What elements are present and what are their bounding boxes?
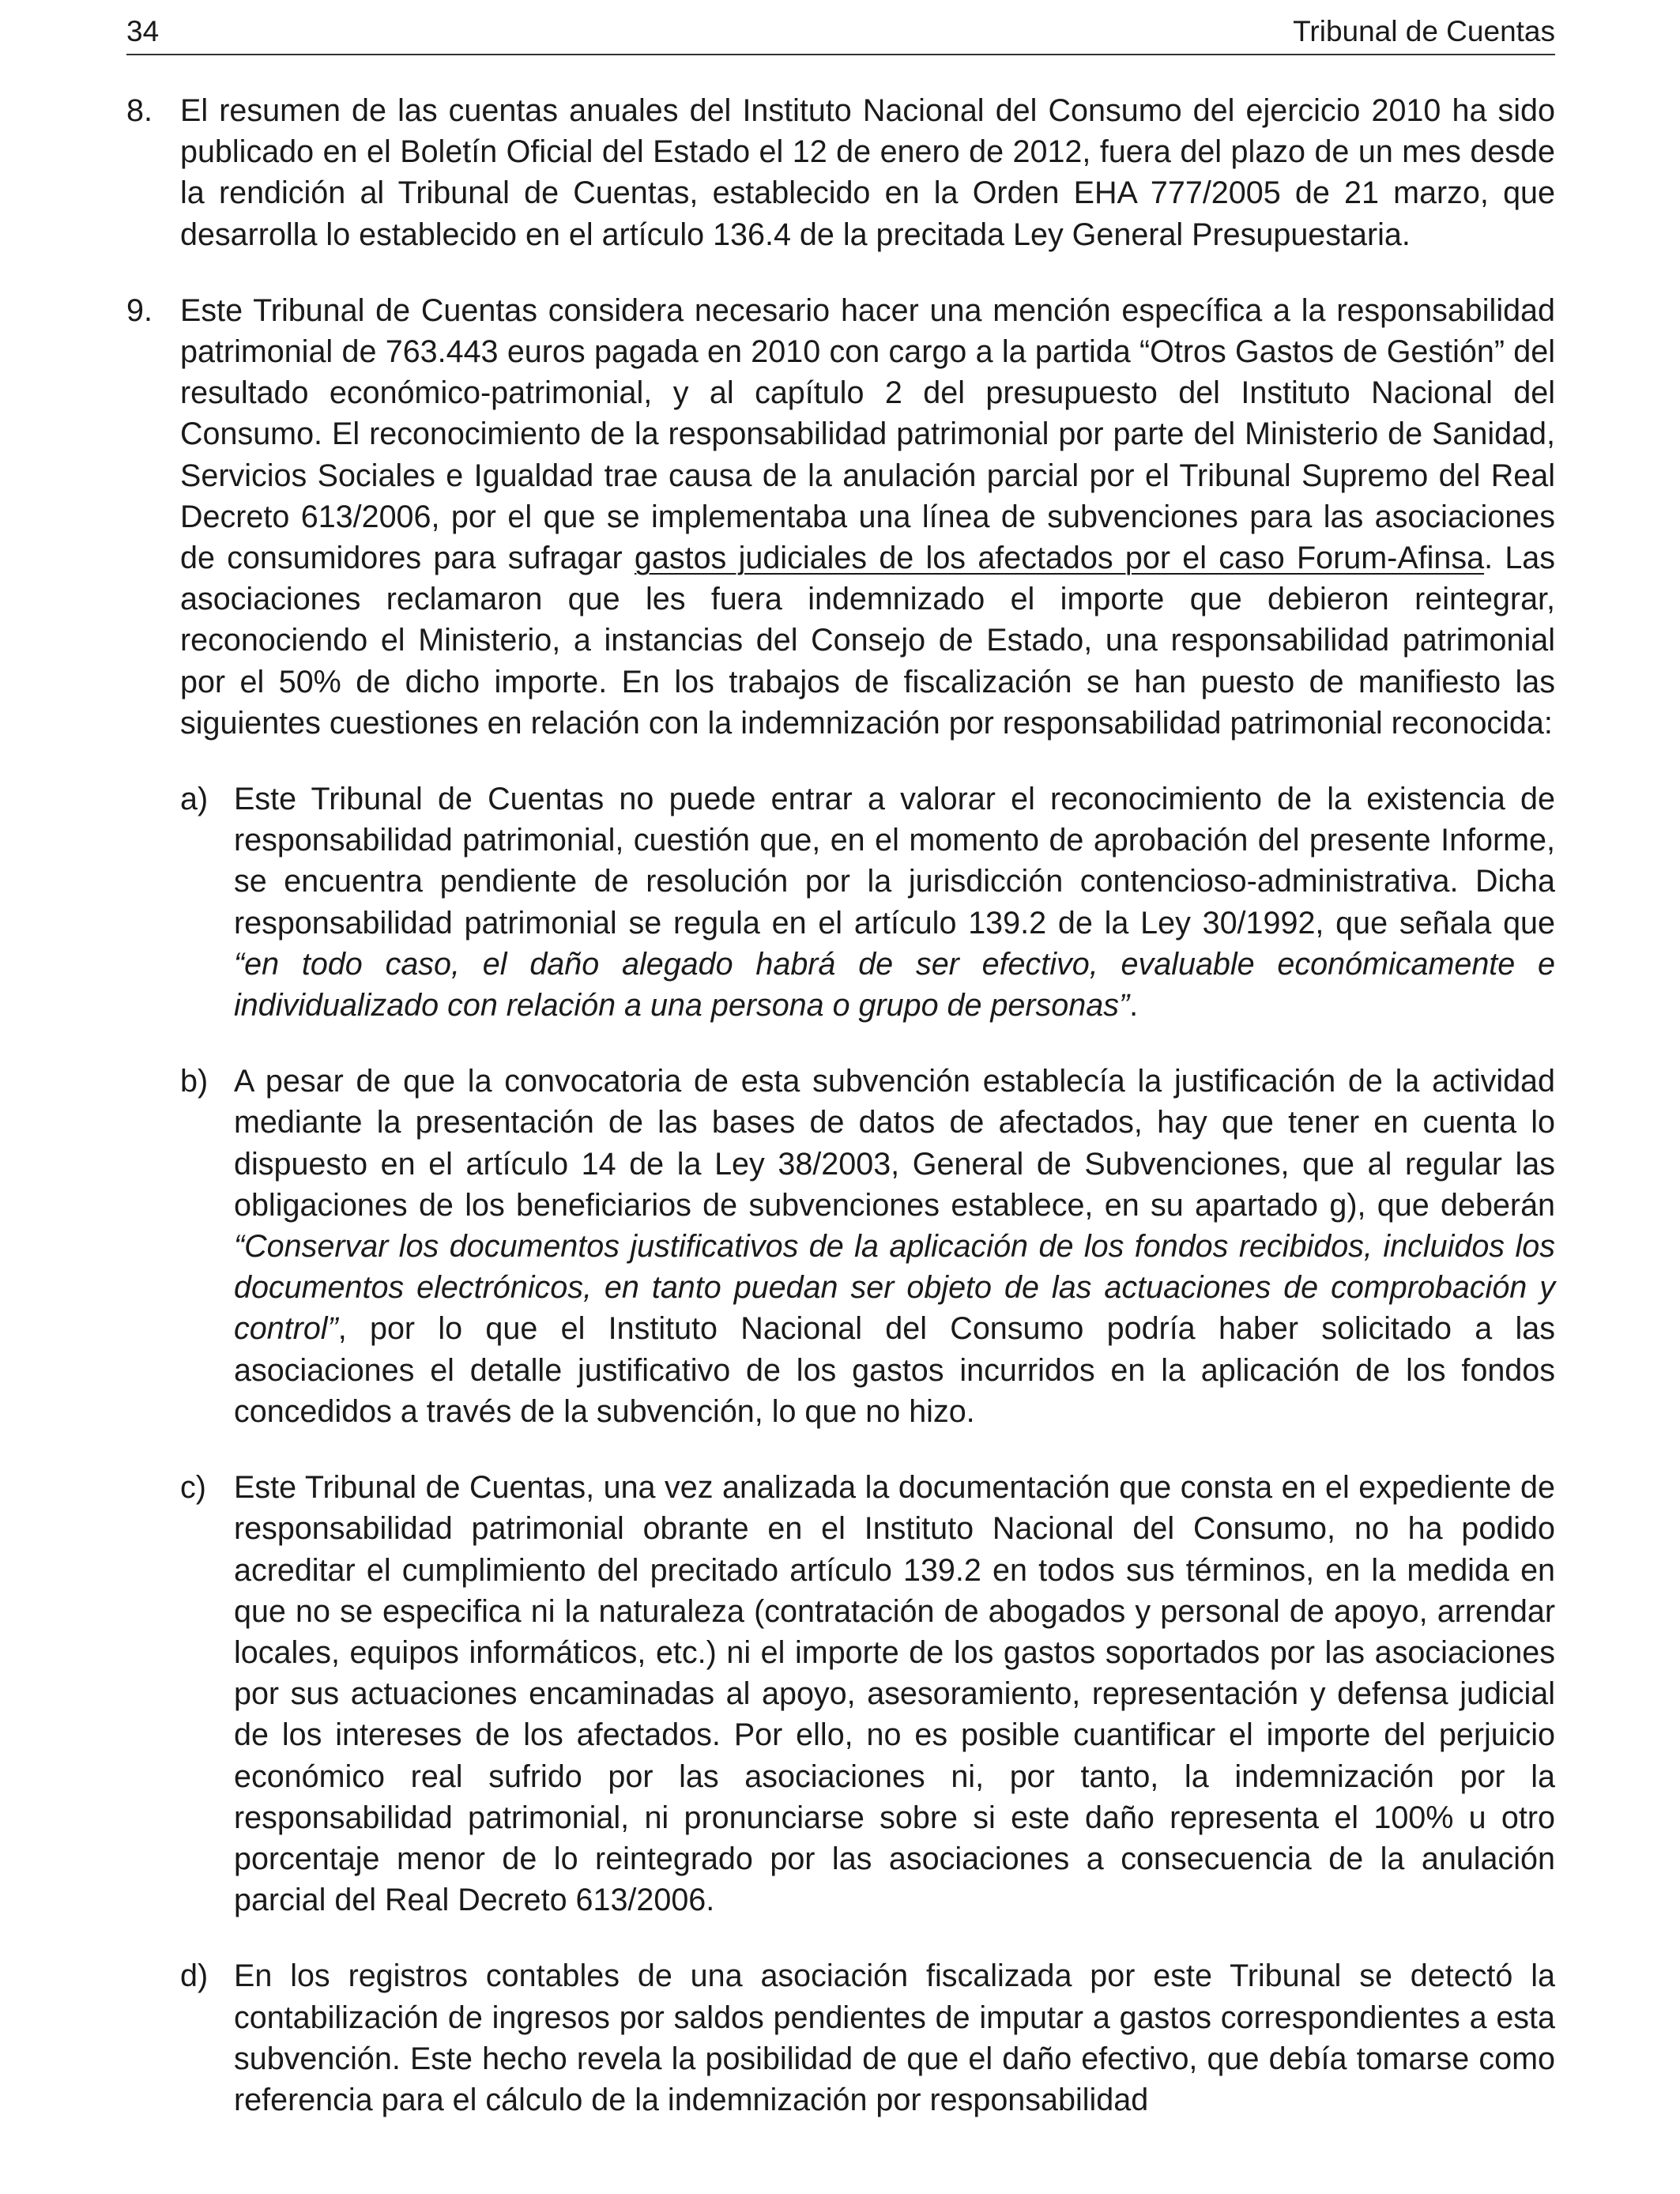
item-marker: 9. <box>126 292 153 328</box>
page-header <box>126 9 1555 55</box>
page-number: 34 <box>126 15 160 47</box>
sub-item-b <box>180 1061 1555 1432</box>
item-text-part: Este Tribunal de Cuentas considera necesario hacer una mención específica a la responsabilidad patrimonial de 763.443 euros pagada en 2010 con cargo a la partida “Otros Gastos de Gestión” del resultado económico-patrimonial, y al capítulo 2 del presupuesto del Instituto Nacional del Consumo. El reconocimiento de la responsabilidad patrimonial por parte del Ministerio de Sanidad, Servicios Sociales e Igualdad trae causa de la anulación parcial por el Tribunal Supremo del Real Decreto 613/2006, por el que se implementaba una línea de subvenciones para las asociaciones de consumidores para sufragar <box>180 292 1555 576</box>
list-item-9 <box>126 290 1555 744</box>
sub-item-text <box>234 778 1555 1026</box>
sub-item-marker: a) <box>180 782 209 817</box>
item-text: El resumen de las cuentas anuales del Instituto Nacional del Consumo del ejercicio 2010 ha sido publicado en el Boletín Oficial del Estado el 12 de enero de 2012, fuera del plazo de un mes desde la rendición al Tribunal de Cuentas, establecido en la Orden EHA 777/2005 de 21 marzo, que desarrolla lo establecido en el artículo 136.4 de la precitada Ley General Presupuestaria. <box>180 93 1555 252</box>
document-body <box>126 90 1555 2155</box>
sub-item-text <box>234 1061 1555 1432</box>
italic-quote: “Conservar los documentos justificativos de la aplicación de los fondos recibidos, incluidos los documentos electrónicos, en tanto puedan ser objeto de las actuaciones de comprobación y control” <box>234 1229 1555 1347</box>
underlined-phrase: gastos judiciales de los afectados por el caso Forum-Afinsa <box>634 541 1485 576</box>
sub-item-text-part: , por lo que el Instituto Nacional del Consumo podría haber solicitado a las asociaciones el detalle justificativo de los gastos incurridos en la aplicación de los fondos concedidos a través de la subvención, lo que no hizo. <box>234 1311 1555 1429</box>
sub-item-text: Este Tribunal de Cuentas, una vez analizada la documentación que consta en el expediente de responsabilidad patrimonial obrante en el Instituto Nacional del Consumo, no ha podido acreditar el cumplimiento del precitado artículo 139.2 en todos sus términos, en la medida en que no se especifica ni la naturaleza (contratación de abogados y personal de apoyo, arrendar locales, equipos informáticos, etc.) ni el importe de los gastos soportados por las asociaciones por sus actuaciones encaminadas al apoyo, asesoramiento, representación y defensa judicial de los intereses de los afectados. Por ello, no es posible cuantificar el importe del perjuicio económico real sufrido por las asociaciones ni, por tanto, la indemnización por la responsabilidad patrimonial, ni pronunciarse sobre si este daño representa el 100% u otro porcentaje menor de lo reintegrado por las asociaciones a consecuencia de la anulación parcial del Real Decreto 613/2006. <box>234 1470 1555 1918</box>
sub-item-a <box>180 778 1555 1026</box>
running-title: Tribunal de Cuentas <box>1293 15 1555 47</box>
sub-item-d <box>180 1955 1555 2120</box>
sub-item-marker: b) <box>180 1064 209 1099</box>
sub-item-text-part: A pesar de que la convocatoria de esta subvención establecía la justificación de la actividad mediante la presentación de las bases de datos de afectados, hay que tener en cuenta lo dispuesto en el artículo 14 de la Ley 38/2003, General de Subvenciones, que al regular las obligaciones de los beneficiarios de subvenciones establece, en su apartado g), que deberán <box>234 1064 1555 1223</box>
item-text-part: . Las asociaciones reclamaron que les fuera indemnizado el importe que debieron reintegrar, reconociendo el Ministerio, a instancias del Consejo de Estado, una responsabilidad patrimonial por el 50% de dicho importe. En los trabajos de fiscalización se han puesto de manifiesto las siguientes cuestiones en relación con la indemnización por responsabilidad patrimonial reconocida: <box>180 541 1556 741</box>
sub-item-text-part: . <box>1129 988 1139 1023</box>
italic-quote: “en todo caso, el daño alegado habrá de ser efectivo, evaluable económicamente e individualizado con relación a una persona o grupo de personas” <box>234 946 1555 1023</box>
list-item-8 <box>126 90 1555 255</box>
sub-item-c <box>180 1467 1555 1921</box>
sub-item-text-part: Este Tribunal de Cuentas no puede entrar a valorar el reconocimiento de la existencia de responsabilidad patrimonial, cuestión que, en el momento de aprobación del presente Informe, se encuentra pendiente de resolución por la jurisdicción contencioso-administrativa. Dicha responsabilidad patrimonial se regula en el artículo 139.2 de la Ley 30/1992, que señala que <box>234 782 1555 941</box>
sub-item-text: En los registros contables de una asociación fiscalizada por este Tribunal se detectó la contabilización de ingresos por saldos pendientes de imputar a gastos correspondientes a esta subvención. Este hecho revela la posibilidad de que el daño efectivo, que debía tomarse como referencia para el cálculo de la indemnización por responsabilidad <box>234 1958 1555 2117</box>
sub-item-marker: d) <box>180 1958 209 1994</box>
sub-item-marker: c) <box>180 1470 206 1506</box>
item-text <box>180 290 1555 744</box>
item-marker: 8. <box>126 93 153 128</box>
